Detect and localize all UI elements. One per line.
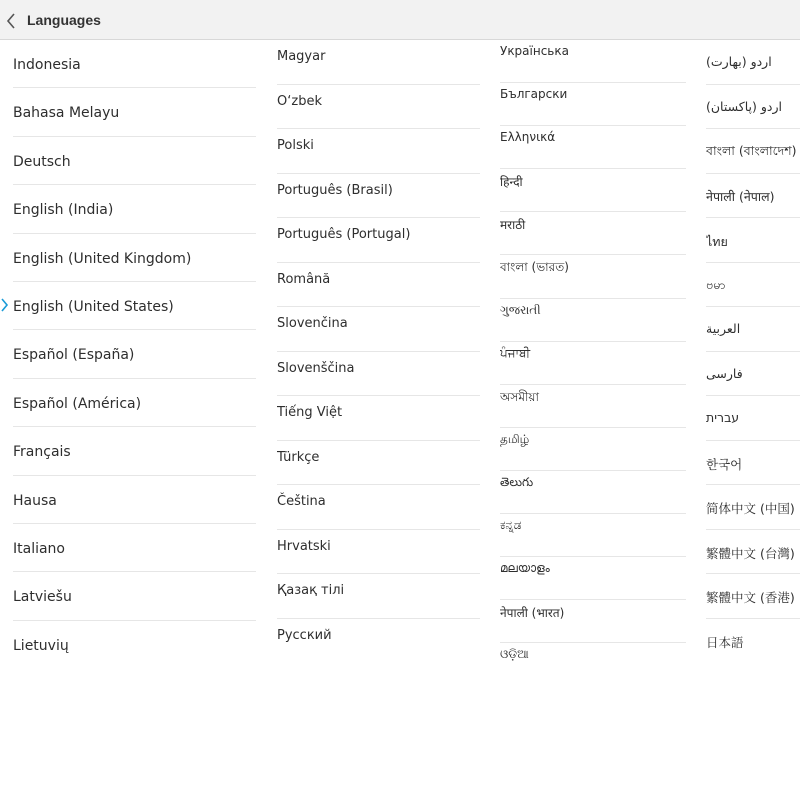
- language-item[interactable]: [500, 83, 686, 126]
- language-item[interactable]: [500, 557, 686, 600]
- language-item[interactable]: [13, 330, 256, 378]
- language-item[interactable]: [13, 137, 256, 185]
- language-label: English (United States): [13, 298, 174, 315]
- language-item[interactable]: [13, 234, 256, 282]
- back-button[interactable]: [0, 4, 22, 38]
- language-label: Қазақ тілі: [277, 583, 345, 598]
- language-item[interactable]: [277, 218, 480, 263]
- language-label: English (United Kingdom): [13, 250, 192, 267]
- language-item[interactable]: [706, 129, 800, 174]
- language-label: Bahasa Melayu: [13, 105, 120, 122]
- language-label: Português (Brasil): [277, 182, 393, 198]
- language-label: O‘zbek: [277, 93, 322, 109]
- language-label: Português (Portugal): [277, 227, 411, 242]
- language-label: తెలుగు: [500, 474, 534, 489]
- language-label: Українська: [500, 44, 569, 58]
- language-item[interactable]: [277, 352, 480, 397]
- language-label: ଓଡ଼ିଆ: [500, 647, 529, 662]
- language-item[interactable]: [277, 263, 480, 308]
- language-label: Latviešu: [13, 589, 72, 606]
- language-item[interactable]: [500, 600, 686, 643]
- language-label: বাংলা (বাংলাদেশ): [706, 143, 797, 158]
- language-item[interactable]: [706, 574, 800, 619]
- language-item[interactable]: [13, 40, 256, 88]
- language-label: Slovenščina: [277, 360, 355, 376]
- language-item[interactable]: [500, 514, 686, 557]
- language-label: Indonesia: [13, 57, 81, 73]
- chevron-left-icon: [6, 13, 16, 29]
- language-label: Tiếng Việt: [277, 405, 343, 420]
- language-item[interactable]: [277, 441, 480, 486]
- language-item[interactable]: [500, 212, 686, 255]
- language-item[interactable]: [706, 530, 800, 575]
- language-column-3: [500, 40, 686, 686]
- language-label: ไทย: [706, 234, 728, 249]
- language-label: Italiano: [13, 540, 65, 557]
- language-item[interactable]: [706, 485, 800, 530]
- language-label: Slovenčina: [277, 316, 348, 331]
- language-label: 한국어: [706, 456, 743, 472]
- language-label: فارسی: [706, 365, 743, 381]
- language-label: اردو (پاکستان): [706, 98, 782, 114]
- language-item[interactable]: [13, 621, 256, 669]
- language-item[interactable]: [706, 307, 800, 352]
- language-label: Čeština: [277, 494, 326, 509]
- language-item[interactable]: [500, 255, 686, 298]
- language-item[interactable]: [277, 530, 480, 575]
- language-label: Hrvatski: [277, 538, 331, 554]
- language-item[interactable]: [277, 485, 480, 530]
- language-item[interactable]: [13, 185, 256, 233]
- language-item[interactable]: [13, 379, 256, 427]
- language-item[interactable]: [500, 126, 686, 169]
- language-label: English (India): [13, 202, 114, 219]
- language-item[interactable]: [277, 396, 480, 441]
- language-label: ಕನ್ನಡ: [500, 518, 522, 533]
- language-item[interactable]: [706, 85, 800, 130]
- language-label: עברית: [706, 410, 740, 425]
- language-label: Deutsch: [13, 153, 71, 170]
- language-item[interactable]: [277, 174, 480, 219]
- language-label: മലയാളം: [500, 561, 550, 576]
- language-label: Română: [277, 271, 331, 287]
- language-label: Español (América): [13, 395, 142, 412]
- language-label: नेपाली (नेपाल): [706, 188, 775, 204]
- language-item[interactable]: [706, 263, 800, 308]
- language-label: Ελληνικά: [500, 130, 556, 145]
- language-column-4: [706, 40, 800, 663]
- language-label: Polski: [277, 138, 314, 153]
- language-label: Français: [13, 444, 71, 461]
- language-label: मराठी: [500, 218, 526, 233]
- page-title: Languages: [27, 12, 101, 28]
- top-bar: [0, 0, 800, 40]
- language-item[interactable]: [706, 40, 800, 85]
- language-item[interactable]: [277, 85, 480, 130]
- language-item[interactable]: [500, 643, 686, 686]
- language-item[interactable]: [500, 299, 686, 342]
- language-label: हिन्दी: [500, 175, 523, 190]
- language-item[interactable]: [706, 396, 800, 441]
- language-label: 简体中文 (中国): [706, 501, 795, 516]
- language-item[interactable]: [500, 385, 686, 428]
- language-item[interactable]: [13, 572, 256, 620]
- language-label: ગુજરાતી: [500, 302, 541, 317]
- language-item[interactable]: [706, 218, 800, 263]
- language-item[interactable]: [277, 619, 480, 664]
- language-label: Български: [500, 87, 568, 102]
- language-item[interactable]: [13, 476, 256, 524]
- language-item[interactable]: [13, 282, 256, 330]
- language-item[interactable]: [500, 169, 686, 212]
- language-label: नेपाली (भारत): [500, 606, 565, 621]
- language-label: Русский: [277, 627, 332, 643]
- language-item[interactable]: [13, 88, 256, 136]
- language-item[interactable]: [13, 427, 256, 475]
- language-label: Hausa: [13, 492, 57, 509]
- language-label: Lietuvių: [13, 637, 69, 654]
- language-column-2: [277, 40, 480, 663]
- language-label: 繁體中文 (香港): [706, 590, 795, 605]
- language-label: অসমীয়া: [500, 389, 539, 404]
- language-item[interactable]: [277, 307, 480, 352]
- language-label: தமிழ்: [500, 431, 530, 446]
- language-label: Türkçe: [277, 449, 320, 465]
- language-label: ਪੰਜਾਬੀ: [500, 345, 531, 360]
- language-item[interactable]: [500, 471, 686, 514]
- language-label: 繁體中文 (台灣): [706, 545, 795, 561]
- language-label: 日本語: [706, 634, 744, 650]
- language-label: Magyar: [277, 49, 326, 64]
- language-label: اردو (بھارت): [706, 54, 772, 69]
- language-label: বাংলা (ভারত): [500, 260, 569, 275]
- language-item[interactable]: [13, 524, 256, 572]
- language-label: العربية: [706, 321, 741, 336]
- language-column-1: [0, 40, 256, 669]
- language-item[interactable]: [706, 441, 800, 486]
- language-label: Español (España): [13, 347, 135, 364]
- language-item[interactable]: [500, 342, 686, 385]
- language-item[interactable]: [706, 174, 800, 219]
- language-item[interactable]: [277, 40, 480, 85]
- language-item[interactable]: [706, 619, 800, 664]
- language-item[interactable]: [500, 40, 686, 83]
- language-item[interactable]: [277, 574, 480, 619]
- language-item[interactable]: [706, 352, 800, 397]
- language-item[interactable]: [277, 129, 480, 174]
- language-label: ဗမာ: [706, 276, 726, 292]
- language-item[interactable]: [500, 428, 686, 471]
